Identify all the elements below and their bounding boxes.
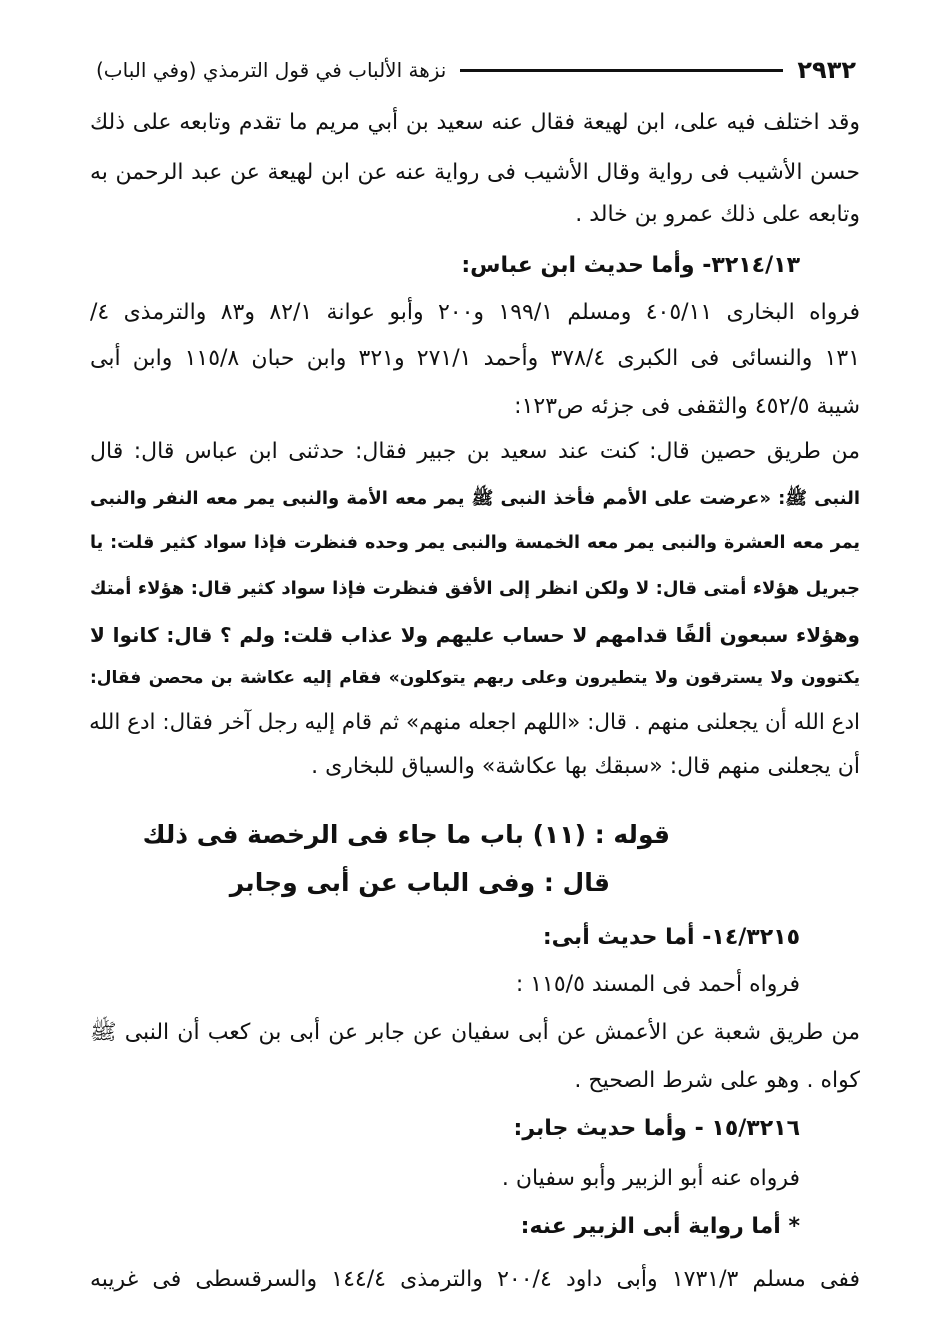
section-heading: ١٥/٣٢١٦ - وأما حديث جابر: <box>513 1116 800 1141</box>
text-line: من طريق شعبة عن الأعمش عن أبى سفيان عن جابر عن أبى بن كعب أن النبى ﷺ <box>90 1020 860 1045</box>
text-line: فرواه أحمد فى المسند ١١٥/٥ : <box>515 972 800 997</box>
hadith-line: وهؤلاء سبعون ألفًا قدامهم لا حساب عليهم ولا عذاب قلت: ولم ؟ قال: كانوا لا <box>90 623 860 647</box>
page-header <box>96 52 856 88</box>
text-line: أن يجعلنى منهم قال: «سبقك بها عكاشة» والسياق للبخارى . <box>311 754 860 779</box>
hadith-line: يمر معه العشرة والنبى يمر معه الخمسة والنبى يمر وحده فنظرت فإذا سواد كثير قلت: يا <box>90 533 860 553</box>
hadith-line: النبى ﷺ: «عرضت على الأمم فأخذ النبى ﷺ يمر معه الأمة والنبى يمر معه النفر والنبى <box>90 488 860 509</box>
page-number: ٢٩٣٢ <box>797 56 856 84</box>
header-rule <box>460 69 783 72</box>
hadith-line: يكتوون ولا يسترقون ولا يتطيرون وعلى ربهم يتوكلون» فقام إليه عكاشة بن محصن فقال: <box>90 668 860 688</box>
subsection-heading: * أما رواية أبى الزبير عنه: <box>520 1214 800 1239</box>
text-line: ١٣١ والنسائى فى الكبرى ٣٧٨/٤ وأحمد ٢٧١/١ و٣٢١ وابن حبان ١١٥/٨ وابن أبى <box>90 346 861 371</box>
text-line: ادع الله أن يجعلنى منهم . قال: «اللهم اجعله منهم» ثم قام إليه رجل آخر فقال: ادع الله <box>89 710 860 735</box>
text-line: شيبة ٤٥٢/٥ والثقفى فى جزئه ص١٢٣: <box>514 394 860 419</box>
text-line: كواه . وهو على شرط الصحيح . <box>574 1068 860 1093</box>
text-line: فرواه البخارى ٤٠٥/١١ ومسلم ١٩٩/١ و٢٠٠ وأبو عوانة ٨٢/١ و٨٣ والترمذى ٤/ <box>90 300 860 325</box>
text-line: فرواه عنه أبو الزبير وأبو سفيان . <box>501 1166 800 1191</box>
text-line: ففى مسلم ١٧٣١/٣ وأبى داود ٢٠٠/٤ والترمذى ١٤٤/٤ والسرقسطى فى غريبه <box>90 1267 860 1292</box>
text-line: وتابعه على ذلك عمرو بن خالد . <box>575 202 860 227</box>
running-title: نزهة الألباب في قول الترمذي (وفي الباب) <box>96 58 447 82</box>
hadith-line: جبريل هؤلاء أمتى قال: لا ولكن انظر إلى الأفق فنظرت فإذا سواد كثير قال: هؤلاء أمتك <box>90 578 860 599</box>
text-line: وقد اختلف فيه على، ابن لهيعة فقال عنه سعيد بن أبي مريم ما تقدم وتابعه على ذلك <box>90 110 860 135</box>
text-line: من طريق حصين قال: كنت عند سعيد بن جبير فقال: حدثنى ابن عباس قال: قال <box>90 439 860 464</box>
chapter-subheading: قال : وفى الباب عن أبى وجابر <box>229 868 610 897</box>
section-heading: ٣٢١٤/١٣- وأما حديث ابن عباس: <box>461 253 800 278</box>
text-line: حسن الأشيب فى رواية وقال الأشيب فى رواية عنه عن ابن لهيعة عن عبد الرحمن به <box>90 160 860 185</box>
section-heading: ١٤/٣٢١٥- أما حديث أبى: <box>542 925 800 950</box>
chapter-heading: قوله : (١١) باب ما جاء فى الرخصة فى ذلك <box>142 820 670 849</box>
